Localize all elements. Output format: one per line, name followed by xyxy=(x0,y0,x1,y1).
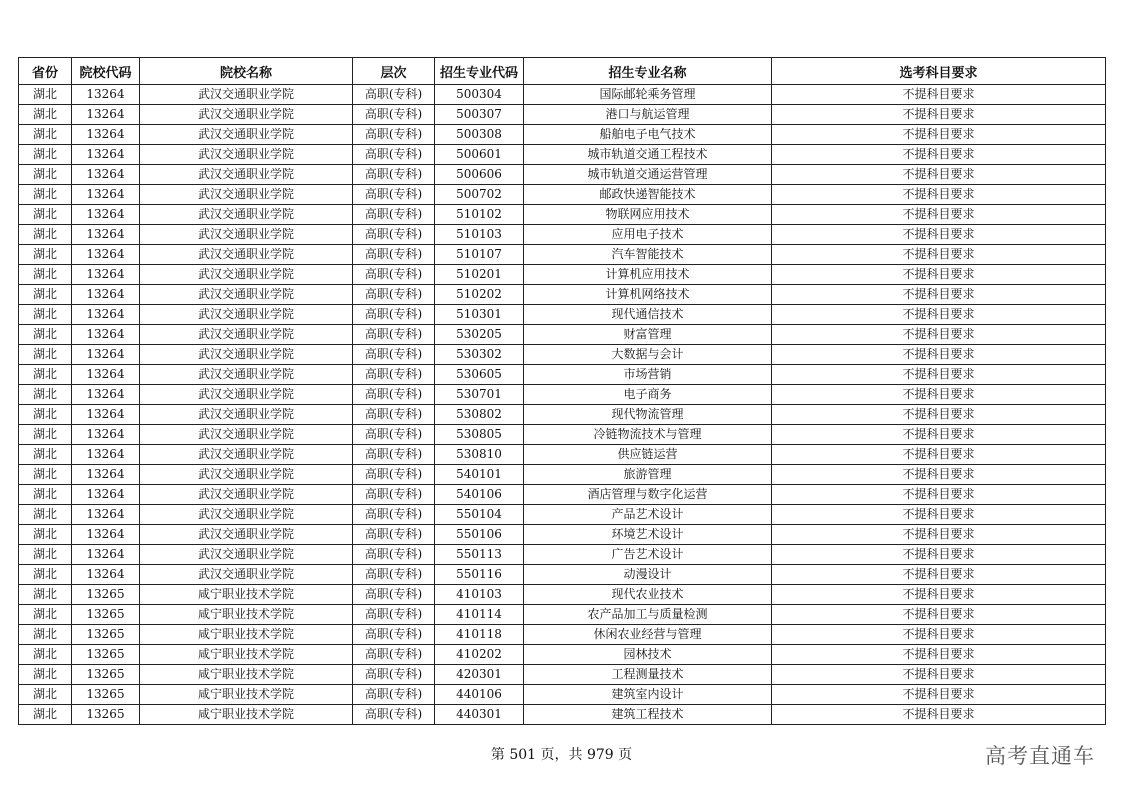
cell-subject-requirement: 不提科目要求 xyxy=(772,125,1106,145)
cell-level: 高职(专科) xyxy=(353,545,435,565)
cell-school-code: 13264 xyxy=(72,385,140,405)
cell-school-name: 武汉交通职业学院 xyxy=(140,205,353,225)
cell-school-name: 咸宁职业技术学院 xyxy=(140,645,353,665)
table-row xyxy=(19,445,1106,465)
table-row xyxy=(19,285,1106,305)
cell-subject-requirement: 不提科目要求 xyxy=(772,705,1106,725)
cell-major-code: 420301 xyxy=(435,665,524,685)
cell-subject-requirement: 不提科目要求 xyxy=(772,145,1106,165)
cell-school-code: 13264 xyxy=(72,105,140,125)
header-school-code: 院校代码 xyxy=(72,58,140,85)
cell-school-name: 武汉交通职业学院 xyxy=(140,185,353,205)
cell-major-code: 500308 xyxy=(435,125,524,145)
cell-major-code: 500606 xyxy=(435,165,524,185)
header-major-name: 招生专业名称 xyxy=(524,58,772,85)
cell-level: 高职(专科) xyxy=(353,305,435,325)
cell-school-code: 13264 xyxy=(72,525,140,545)
cell-subject-requirement: 不提科目要求 xyxy=(772,245,1106,265)
cell-school-code: 13264 xyxy=(72,145,140,165)
cell-major-code: 510201 xyxy=(435,265,524,285)
cell-level: 高职(专科) xyxy=(353,225,435,245)
cell-province: 湖北 xyxy=(19,185,72,205)
cell-major-code: 530810 xyxy=(435,445,524,465)
cell-school-code: 13264 xyxy=(72,185,140,205)
cell-province: 湖北 xyxy=(19,225,72,245)
cell-subject-requirement: 不提科目要求 xyxy=(772,445,1106,465)
cell-level: 高职(专科) xyxy=(353,525,435,545)
cell-level: 高职(专科) xyxy=(353,145,435,165)
table-row xyxy=(19,325,1106,345)
cell-level: 高职(专科) xyxy=(353,585,435,605)
cell-major-name: 财富管理 xyxy=(524,325,772,345)
table-row xyxy=(19,565,1106,585)
admission-table xyxy=(18,57,1106,725)
cell-major-name: 园林技术 xyxy=(524,645,772,665)
cell-province: 湖北 xyxy=(19,705,72,725)
cell-school-name: 武汉交通职业学院 xyxy=(140,245,353,265)
cell-school-name: 武汉交通职业学院 xyxy=(140,565,353,585)
cell-major-code: 410118 xyxy=(435,625,524,645)
cell-level: 高职(专科) xyxy=(353,605,435,625)
cell-school-code: 13264 xyxy=(72,265,140,285)
cell-subject-requirement: 不提科目要求 xyxy=(772,325,1106,345)
cell-level: 高职(专科) xyxy=(353,165,435,185)
cell-province: 湖北 xyxy=(19,325,72,345)
cell-province: 湖北 xyxy=(19,465,72,485)
table-row xyxy=(19,305,1106,325)
cell-level: 高职(专科) xyxy=(353,345,435,365)
cell-subject-requirement: 不提科目要求 xyxy=(772,525,1106,545)
cell-level: 高职(专科) xyxy=(353,125,435,145)
cell-school-name: 武汉交通职业学院 xyxy=(140,465,353,485)
cell-school-code: 13264 xyxy=(72,305,140,325)
cell-school-name: 武汉交通职业学院 xyxy=(140,445,353,465)
cell-subject-requirement: 不提科目要求 xyxy=(772,405,1106,425)
cell-level: 高职(专科) xyxy=(353,645,435,665)
cell-subject-requirement: 不提科目要求 xyxy=(772,285,1106,305)
cell-major-code: 530302 xyxy=(435,345,524,365)
cell-major-name: 船舶电子电气技术 xyxy=(524,125,772,145)
cell-level: 高职(专科) xyxy=(353,565,435,585)
cell-subject-requirement: 不提科目要求 xyxy=(772,185,1106,205)
cell-province: 湖北 xyxy=(19,105,72,125)
cell-school-name: 咸宁职业技术学院 xyxy=(140,625,353,645)
cell-major-name: 城市轨道交通运营管理 xyxy=(524,165,772,185)
cell-school-code: 13264 xyxy=(72,165,140,185)
cell-school-code: 13264 xyxy=(72,485,140,505)
cell-major-code: 510107 xyxy=(435,245,524,265)
table-row xyxy=(19,225,1106,245)
table-row xyxy=(19,105,1106,125)
cell-school-code: 13265 xyxy=(72,705,140,725)
cell-major-name: 供应链运营 xyxy=(524,445,772,465)
cell-subject-requirement: 不提科目要求 xyxy=(772,685,1106,705)
table-row xyxy=(19,545,1106,565)
cell-level: 高职(专科) xyxy=(353,105,435,125)
table-row xyxy=(19,645,1106,665)
cell-major-code: 530802 xyxy=(435,405,524,425)
cell-major-code: 410103 xyxy=(435,585,524,605)
cell-level: 高职(专科) xyxy=(353,385,435,405)
header-school-name: 院校名称 xyxy=(140,58,353,85)
cell-school-code: 13264 xyxy=(72,245,140,265)
cell-school-code: 13264 xyxy=(72,565,140,585)
cell-school-code: 13264 xyxy=(72,505,140,525)
cell-level: 高职(专科) xyxy=(353,365,435,385)
cell-major-code: 510301 xyxy=(435,305,524,325)
cell-school-name: 武汉交通职业学院 xyxy=(140,425,353,445)
cell-school-code: 13265 xyxy=(72,665,140,685)
cell-level: 高职(专科) xyxy=(353,625,435,645)
cell-school-code: 13265 xyxy=(72,685,140,705)
cell-major-code: 530805 xyxy=(435,425,524,445)
cell-major-name: 计算机网络技术 xyxy=(524,285,772,305)
cell-subject-requirement: 不提科目要求 xyxy=(772,165,1106,185)
table-row xyxy=(19,385,1106,405)
cell-subject-requirement: 不提科目要求 xyxy=(772,425,1106,445)
cell-level: 高职(专科) xyxy=(353,425,435,445)
cell-school-name: 武汉交通职业学院 xyxy=(140,345,353,365)
cell-school-code: 13264 xyxy=(72,465,140,485)
cell-major-code: 510102 xyxy=(435,205,524,225)
cell-major-code: 440106 xyxy=(435,685,524,705)
cell-province: 湖北 xyxy=(19,605,72,625)
cell-major-name: 现代通信技术 xyxy=(524,305,772,325)
cell-school-code: 13265 xyxy=(72,645,140,665)
cell-major-name: 动漫设计 xyxy=(524,565,772,585)
cell-major-name: 物联网应用技术 xyxy=(524,205,772,225)
table-row xyxy=(19,485,1106,505)
table-row xyxy=(19,465,1106,485)
cell-school-code: 13265 xyxy=(72,585,140,605)
cell-province: 湖北 xyxy=(19,265,72,285)
cell-subject-requirement: 不提科目要求 xyxy=(772,625,1106,645)
cell-subject-requirement: 不提科目要求 xyxy=(772,505,1106,525)
table-row xyxy=(19,365,1106,385)
cell-school-name: 武汉交通职业学院 xyxy=(140,125,353,145)
cell-major-name: 电子商务 xyxy=(524,385,772,405)
cell-province: 湖北 xyxy=(19,405,72,425)
header-subject-requirement: 选考科目要求 xyxy=(772,58,1106,85)
cell-school-code: 13264 xyxy=(72,285,140,305)
cell-subject-requirement: 不提科目要求 xyxy=(772,85,1106,105)
cell-province: 湖北 xyxy=(19,685,72,705)
header-province: 省份 xyxy=(19,58,72,85)
table-row xyxy=(19,665,1106,685)
cell-school-name: 武汉交通职业学院 xyxy=(140,485,353,505)
table-row xyxy=(19,265,1106,285)
cell-school-name: 咸宁职业技术学院 xyxy=(140,665,353,685)
cell-major-name: 建筑室内设计 xyxy=(524,685,772,705)
cell-school-name: 武汉交通职业学院 xyxy=(140,145,353,165)
cell-school-name: 咸宁职业技术学院 xyxy=(140,705,353,725)
cell-major-name: 邮政快递智能技术 xyxy=(524,185,772,205)
cell-school-code: 13264 xyxy=(72,125,140,145)
cell-major-name: 港口与航运管理 xyxy=(524,105,772,125)
cell-major-name: 现代农业技术 xyxy=(524,585,772,605)
table-row xyxy=(19,145,1106,165)
cell-major-code: 540106 xyxy=(435,485,524,505)
cell-major-name: 工程测量技术 xyxy=(524,665,772,685)
cell-major-name: 现代物流管理 xyxy=(524,405,772,425)
cell-major-code: 500702 xyxy=(435,185,524,205)
cell-level: 高职(专科) xyxy=(353,205,435,225)
table-row xyxy=(19,125,1106,145)
cell-province: 湖北 xyxy=(19,205,72,225)
cell-subject-requirement: 不提科目要求 xyxy=(772,645,1106,665)
cell-major-name: 农产品加工与质量检测 xyxy=(524,605,772,625)
cell-subject-requirement: 不提科目要求 xyxy=(772,565,1106,585)
cell-province: 湖北 xyxy=(19,485,72,505)
cell-major-name: 国际邮轮乘务管理 xyxy=(524,85,772,105)
cell-province: 湖北 xyxy=(19,525,72,545)
cell-major-code: 550106 xyxy=(435,525,524,545)
cell-subject-requirement: 不提科目要求 xyxy=(772,225,1106,245)
cell-school-name: 武汉交通职业学院 xyxy=(140,405,353,425)
cell-school-code: 13264 xyxy=(72,325,140,345)
cell-school-name: 武汉交通职业学院 xyxy=(140,385,353,405)
cell-school-name: 武汉交通职业学院 xyxy=(140,165,353,185)
cell-major-name: 冷链物流技术与管理 xyxy=(524,425,772,445)
cell-school-name: 武汉交通职业学院 xyxy=(140,305,353,325)
cell-major-code: 530701 xyxy=(435,385,524,405)
cell-province: 湖北 xyxy=(19,305,72,325)
cell-province: 湖北 xyxy=(19,125,72,145)
cell-subject-requirement: 不提科目要求 xyxy=(772,305,1106,325)
cell-major-code: 550104 xyxy=(435,505,524,525)
cell-subject-requirement: 不提科目要求 xyxy=(772,605,1106,625)
cell-major-code: 530605 xyxy=(435,365,524,385)
cell-school-name: 武汉交通职业学院 xyxy=(140,285,353,305)
cell-level: 高职(专科) xyxy=(353,265,435,285)
cell-level: 高职(专科) xyxy=(353,185,435,205)
cell-school-code: 13264 xyxy=(72,445,140,465)
table-row xyxy=(19,605,1106,625)
cell-major-name: 汽车智能技术 xyxy=(524,245,772,265)
cell-province: 湖北 xyxy=(19,445,72,465)
cell-province: 湖北 xyxy=(19,385,72,405)
cell-school-code: 13265 xyxy=(72,625,140,645)
cell-major-code: 440301 xyxy=(435,705,524,725)
cell-province: 湖北 xyxy=(19,585,72,605)
cell-major-code: 410202 xyxy=(435,645,524,665)
cell-province: 湖北 xyxy=(19,245,72,265)
cell-school-name: 咸宁职业技术学院 xyxy=(140,685,353,705)
cell-province: 湖北 xyxy=(19,565,72,585)
cell-major-code: 410114 xyxy=(435,605,524,625)
cell-major-name: 大数据与会计 xyxy=(524,345,772,365)
table-row xyxy=(19,525,1106,545)
table-row xyxy=(19,85,1106,105)
cell-subject-requirement: 不提科目要求 xyxy=(772,585,1106,605)
cell-major-name: 广告艺术设计 xyxy=(524,545,772,565)
watermark-logo: 高考直通车 xyxy=(985,744,1095,768)
cell-school-code: 13264 xyxy=(72,85,140,105)
cell-school-code: 13264 xyxy=(72,225,140,245)
cell-school-code: 13264 xyxy=(72,205,140,225)
cell-level: 高职(专科) xyxy=(353,445,435,465)
cell-major-name: 市场营销 xyxy=(524,365,772,385)
cell-subject-requirement: 不提科目要求 xyxy=(772,205,1106,225)
cell-province: 湖北 xyxy=(19,345,72,365)
table-row xyxy=(19,165,1106,185)
cell-major-name: 建筑工程技术 xyxy=(524,705,772,725)
cell-school-code: 13264 xyxy=(72,425,140,445)
cell-subject-requirement: 不提科目要求 xyxy=(772,385,1106,405)
cell-major-code: 530205 xyxy=(435,325,524,345)
cell-level: 高职(专科) xyxy=(353,705,435,725)
cell-subject-requirement: 不提科目要求 xyxy=(772,365,1106,385)
cell-major-code: 550113 xyxy=(435,545,524,565)
cell-province: 湖北 xyxy=(19,425,72,445)
cell-province: 湖北 xyxy=(19,645,72,665)
table-row xyxy=(19,505,1106,525)
table-row xyxy=(19,245,1106,265)
cell-major-name: 酒店管理与数字化运营 xyxy=(524,485,772,505)
cell-school-name: 武汉交通职业学院 xyxy=(140,525,353,545)
cell-province: 湖北 xyxy=(19,505,72,525)
cell-major-code: 550116 xyxy=(435,565,524,585)
cell-level: 高职(专科) xyxy=(353,325,435,345)
cell-subject-requirement: 不提科目要求 xyxy=(772,345,1106,365)
cell-school-name: 武汉交通职业学院 xyxy=(140,105,353,125)
table-row xyxy=(19,185,1106,205)
cell-level: 高职(专科) xyxy=(353,485,435,505)
cell-major-code: 510202 xyxy=(435,285,524,305)
table-row xyxy=(19,425,1106,445)
table-row xyxy=(19,205,1106,225)
cell-province: 湖北 xyxy=(19,665,72,685)
table-row xyxy=(19,585,1106,605)
cell-school-name: 武汉交通职业学院 xyxy=(140,265,353,285)
cell-province: 湖北 xyxy=(19,625,72,645)
cell-province: 湖北 xyxy=(19,145,72,165)
table-row xyxy=(19,685,1106,705)
cell-school-name: 武汉交通职业学院 xyxy=(140,225,353,245)
cell-school-code: 13264 xyxy=(72,345,140,365)
table-row xyxy=(19,705,1106,725)
cell-major-name: 旅游管理 xyxy=(524,465,772,485)
cell-school-code: 13265 xyxy=(72,605,140,625)
cell-level: 高职(专科) xyxy=(353,85,435,105)
cell-level: 高职(专科) xyxy=(353,505,435,525)
cell-province: 湖北 xyxy=(19,165,72,185)
cell-school-name: 武汉交通职业学院 xyxy=(140,85,353,105)
table-row xyxy=(19,625,1106,645)
cell-level: 高职(专科) xyxy=(353,405,435,425)
cell-subject-requirement: 不提科目要求 xyxy=(772,485,1106,505)
cell-province: 湖北 xyxy=(19,365,72,385)
table-row xyxy=(19,345,1106,365)
cell-province: 湖北 xyxy=(19,285,72,305)
cell-school-name: 咸宁职业技术学院 xyxy=(140,585,353,605)
cell-subject-requirement: 不提科目要求 xyxy=(772,105,1106,125)
cell-province: 湖北 xyxy=(19,545,72,565)
cell-school-name: 武汉交通职业学院 xyxy=(140,545,353,565)
cell-major-name: 计算机应用技术 xyxy=(524,265,772,285)
cell-major-code: 540101 xyxy=(435,465,524,485)
table-header-row xyxy=(19,58,1106,85)
page-number: 第 501 页，共 979 页 xyxy=(490,747,633,763)
cell-level: 高职(专科) xyxy=(353,665,435,685)
cell-subject-requirement: 不提科目要求 xyxy=(772,465,1106,485)
cell-major-name: 环境艺术设计 xyxy=(524,525,772,545)
cell-major-name: 城市轨道交通工程技术 xyxy=(524,145,772,165)
cell-subject-requirement: 不提科目要求 xyxy=(772,265,1106,285)
header-level: 层次 xyxy=(353,58,435,85)
cell-school-code: 13264 xyxy=(72,365,140,385)
cell-subject-requirement: 不提科目要求 xyxy=(772,545,1106,565)
cell-province: 湖北 xyxy=(19,85,72,105)
cell-school-code: 13264 xyxy=(72,405,140,425)
cell-major-name: 产品艺术设计 xyxy=(524,505,772,525)
cell-level: 高职(专科) xyxy=(353,285,435,305)
cell-major-code: 500601 xyxy=(435,145,524,165)
cell-level: 高职(专科) xyxy=(353,685,435,705)
cell-subject-requirement: 不提科目要求 xyxy=(772,665,1106,685)
header-major-code: 招生专业代码 xyxy=(435,58,524,85)
cell-major-code: 500307 xyxy=(435,105,524,125)
cell-level: 高职(专科) xyxy=(353,245,435,265)
cell-major-code: 510103 xyxy=(435,225,524,245)
cell-major-code: 500304 xyxy=(435,85,524,105)
cell-school-code: 13264 xyxy=(72,545,140,565)
table-row xyxy=(19,405,1106,425)
cell-major-name: 应用电子技术 xyxy=(524,225,772,245)
cell-major-name: 休闲农业经营与管理 xyxy=(524,625,772,645)
cell-level: 高职(专科) xyxy=(353,465,435,485)
cell-school-name: 武汉交通职业学院 xyxy=(140,505,353,525)
cell-school-name: 武汉交通职业学院 xyxy=(140,325,353,345)
cell-school-name: 武汉交通职业学院 xyxy=(140,365,353,385)
cell-school-name: 咸宁职业技术学院 xyxy=(140,605,353,625)
